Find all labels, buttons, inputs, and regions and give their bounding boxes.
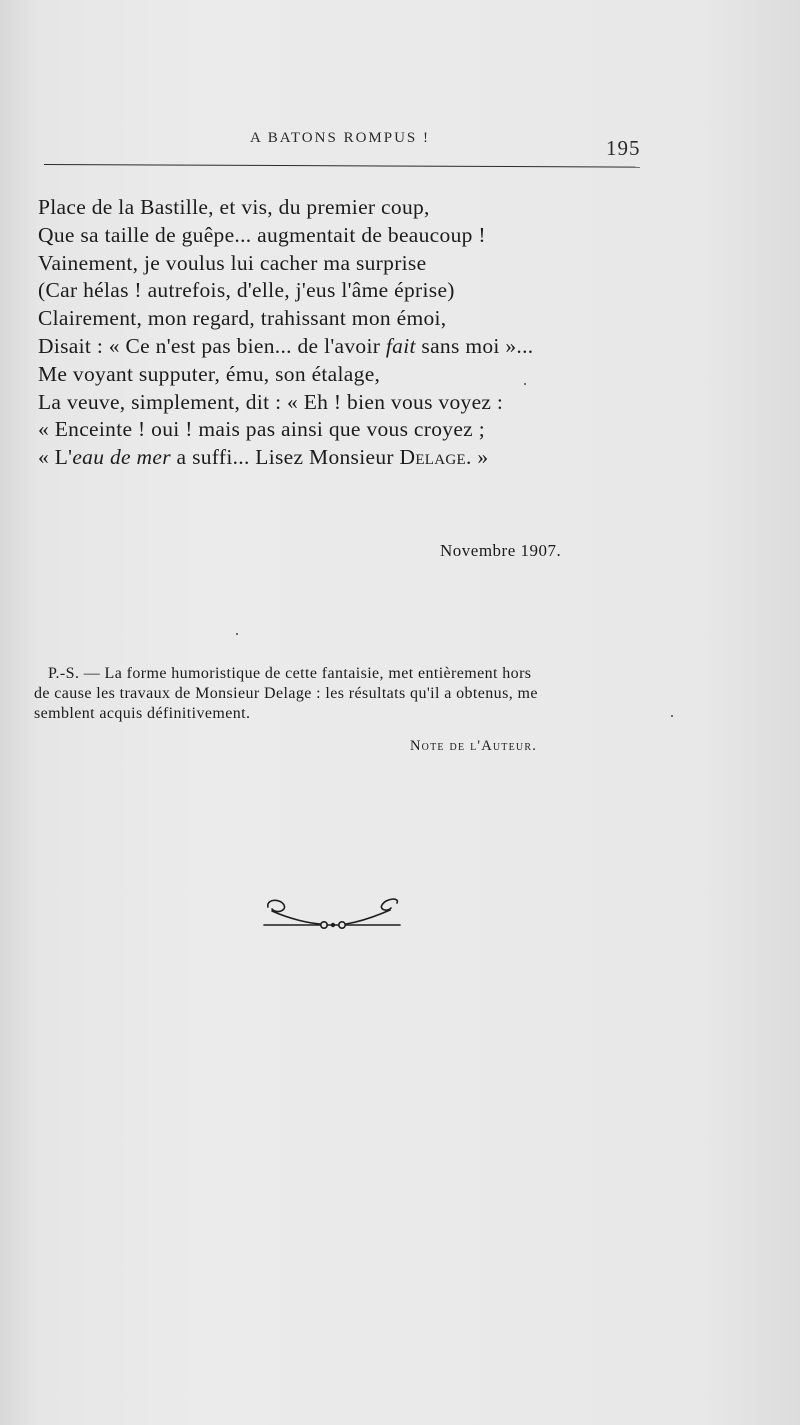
postscript-line: semblent acquis définitivement. [34,705,251,722]
poem-line: Me voyant supputer, ému, son étalage, [38,361,381,386]
poem-line [38,444,638,472]
poem-line: Place de la Bastille, et vis, du premier coup, [38,195,430,219]
author-name: Delage. [399,445,472,470]
poem-line: (Car hélas ! autrefois, d'elle, j'eus l'âme éprise) [38,278,455,303]
fleuron-tailpiece-icon [260,895,405,944]
poem-line: Clairement, mon regard, trahissant mon émoi, [38,306,447,331]
ink-speck [524,383,526,385]
poem-line: « Enceinte ! oui ! mais pas ainsi que vous croyez ; [38,417,485,442]
poem-italic-phrase: eau de mer [72,445,171,470]
poem-line: Que sa taille de guêpe... augmentait de beaucoup ! [38,222,486,247]
poem-line-end: » [471,445,489,470]
postscript-line: P.-S. — La forme humoristique de cette fantaisie, met entièrement hors [48,665,532,682]
author-note-signature: Note de l'Auteur. [410,738,538,754]
postscript-line: de cause les travaux de Monsieur Delage : les résultats qu'il a obtenus, me [34,685,538,702]
poem-line-middle: a suffi... Lisez Monsieur [170,445,400,470]
poem-line [38,333,638,361]
poem [38,194,638,472]
poem-line-end: sans moi »... [415,333,534,358]
poem-line: Vainement, je voulus lui cacher ma surprise [38,250,427,275]
poem-line: La veuve, simplement, dit : « Eh ! bien vous voyez : [38,389,504,414]
ink-speck [236,633,238,635]
poem-italic-word: fait [385,333,416,358]
page-number: 195 [606,136,641,160]
postscript [34,664,640,724]
header-rule [44,164,640,168]
ink-speck [671,715,673,717]
running-title: A BATONS ROMPUS ! [249,130,430,146]
date-line: Novembre 1907. [440,541,562,560]
poem-line-start: Disait : « Ce n'est pas bien... de l'avoir [38,333,386,358]
poem-line-start: « L' [38,445,73,470]
